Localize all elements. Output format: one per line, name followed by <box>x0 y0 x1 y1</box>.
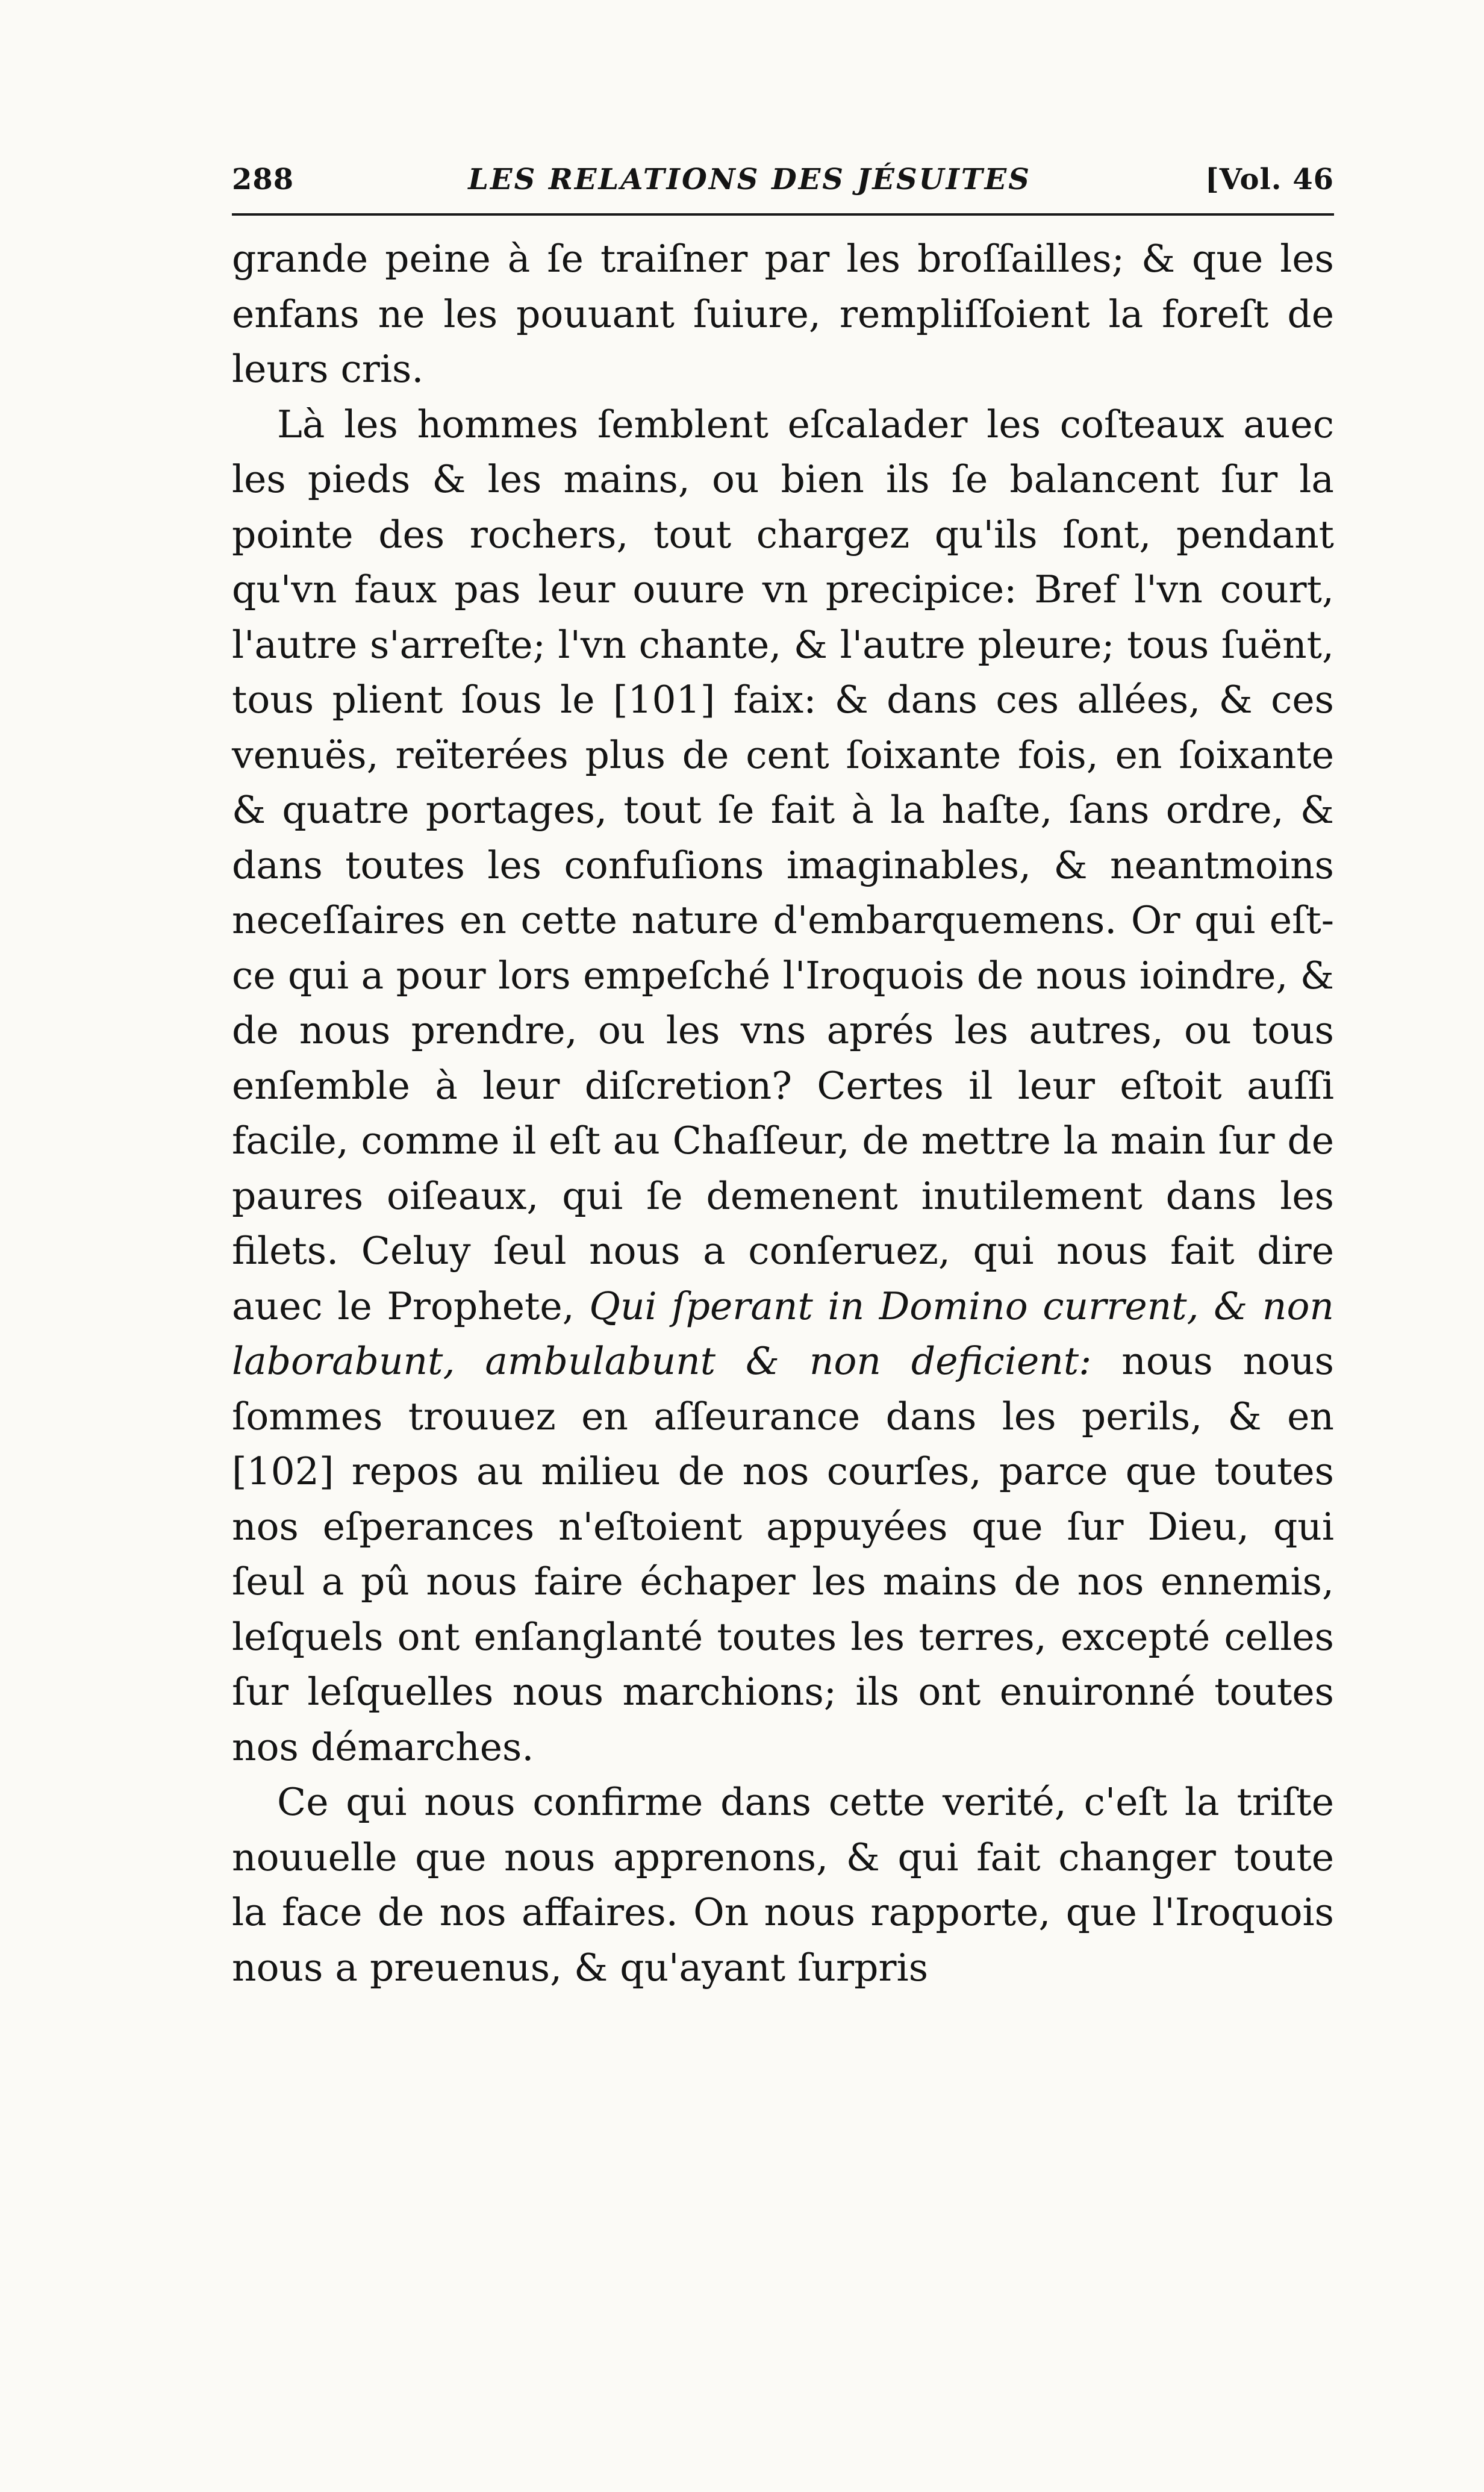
paragraph-2 <box>232 397 1334 1775</box>
book-page <box>232 163 1334 1995</box>
paragraph-3-text: Ce qui nous confirme dans cette verité, c'eſt la triſte nouuelle que nous apprenons, & qui fait changer toute la face de nos affaires. On nous rapporte, que l'Iroquois nous a preuenus, & qu'ayant ſurpris <box>232 1780 1334 1990</box>
running-title: LES RELATIONS DES JÉSUITES <box>468 163 1031 196</box>
page-body <box>232 231 1334 1995</box>
paragraph-1 <box>232 231 1334 397</box>
running-header <box>232 163 1334 216</box>
volume-label: [Vol. 46 <box>1205 163 1334 196</box>
page-number: 288 <box>232 163 295 196</box>
paragraph-1-text: grande peine à ſe traiſner par les broſſailles; & que les enfans ne les pouuant ſuiure, rempliſſoient la foreſt de leurs cris. <box>232 237 1334 391</box>
paragraph-2-continuation: nous nous ſommes trouuez en aſſeurance dans les perils, & en [102] repos au milieu de nos courſes, parce que toutes nos eſperances n'eſtoient appuyées que ſur Dieu, qui ſeul a pû nous faire échaper les mains de nos ennemis, leſquels ont enſanglanté toutes les terres, excepté celles ſur leſquelles nous marchions; ils ont enuironné toutes nos démarches. <box>232 1339 1334 1769</box>
latin-quotation: Qui ſperant in Domino current, & non laborabunt, ambulabunt & non deficient: <box>232 1284 1334 1383</box>
paragraph-2-text: Là les hommes ſemblent eſcalader les coſteaux auec les pieds & les mains, ou bien ils ſe balancent ſur la pointe des rochers, tout chargez qu'ils ſont, pendant qu'vn faux pas leur ouure vn precipice: Bref l'vn court, l'autre s'arreſte; l'vn chante, & l'autre pleure; tous ſuënt, tous plient ſous le [101] faix: & dans ces allées, & ces venuës, reïterées plus de cent ſoixante fois, en ſoixante & quatre portages, tout ſe fait à la haſte, ſans ordre, & dans toutes les confuſions imaginables, & neantmoins neceſſaires en cette nature d'embarquemens. Or qui eſt-ce qui a pour lors empeſché l'Iroquois de nous ioindre, & de nous prendre, ou les vns aprés les autres, ou tous enſemble à leur diſcretion? Certes il leur eſtoit auſſi facile, comme il eſt au Chaſſeur, de mettre la main ſur de paures oiſeaux, qui ſe demenent inutilement dans les filets. Celuy ſeul nous a conſeruez, qui nous fait dire auec le Prophete, <box>232 402 1334 1328</box>
paragraph-3 <box>232 1775 1334 1995</box>
